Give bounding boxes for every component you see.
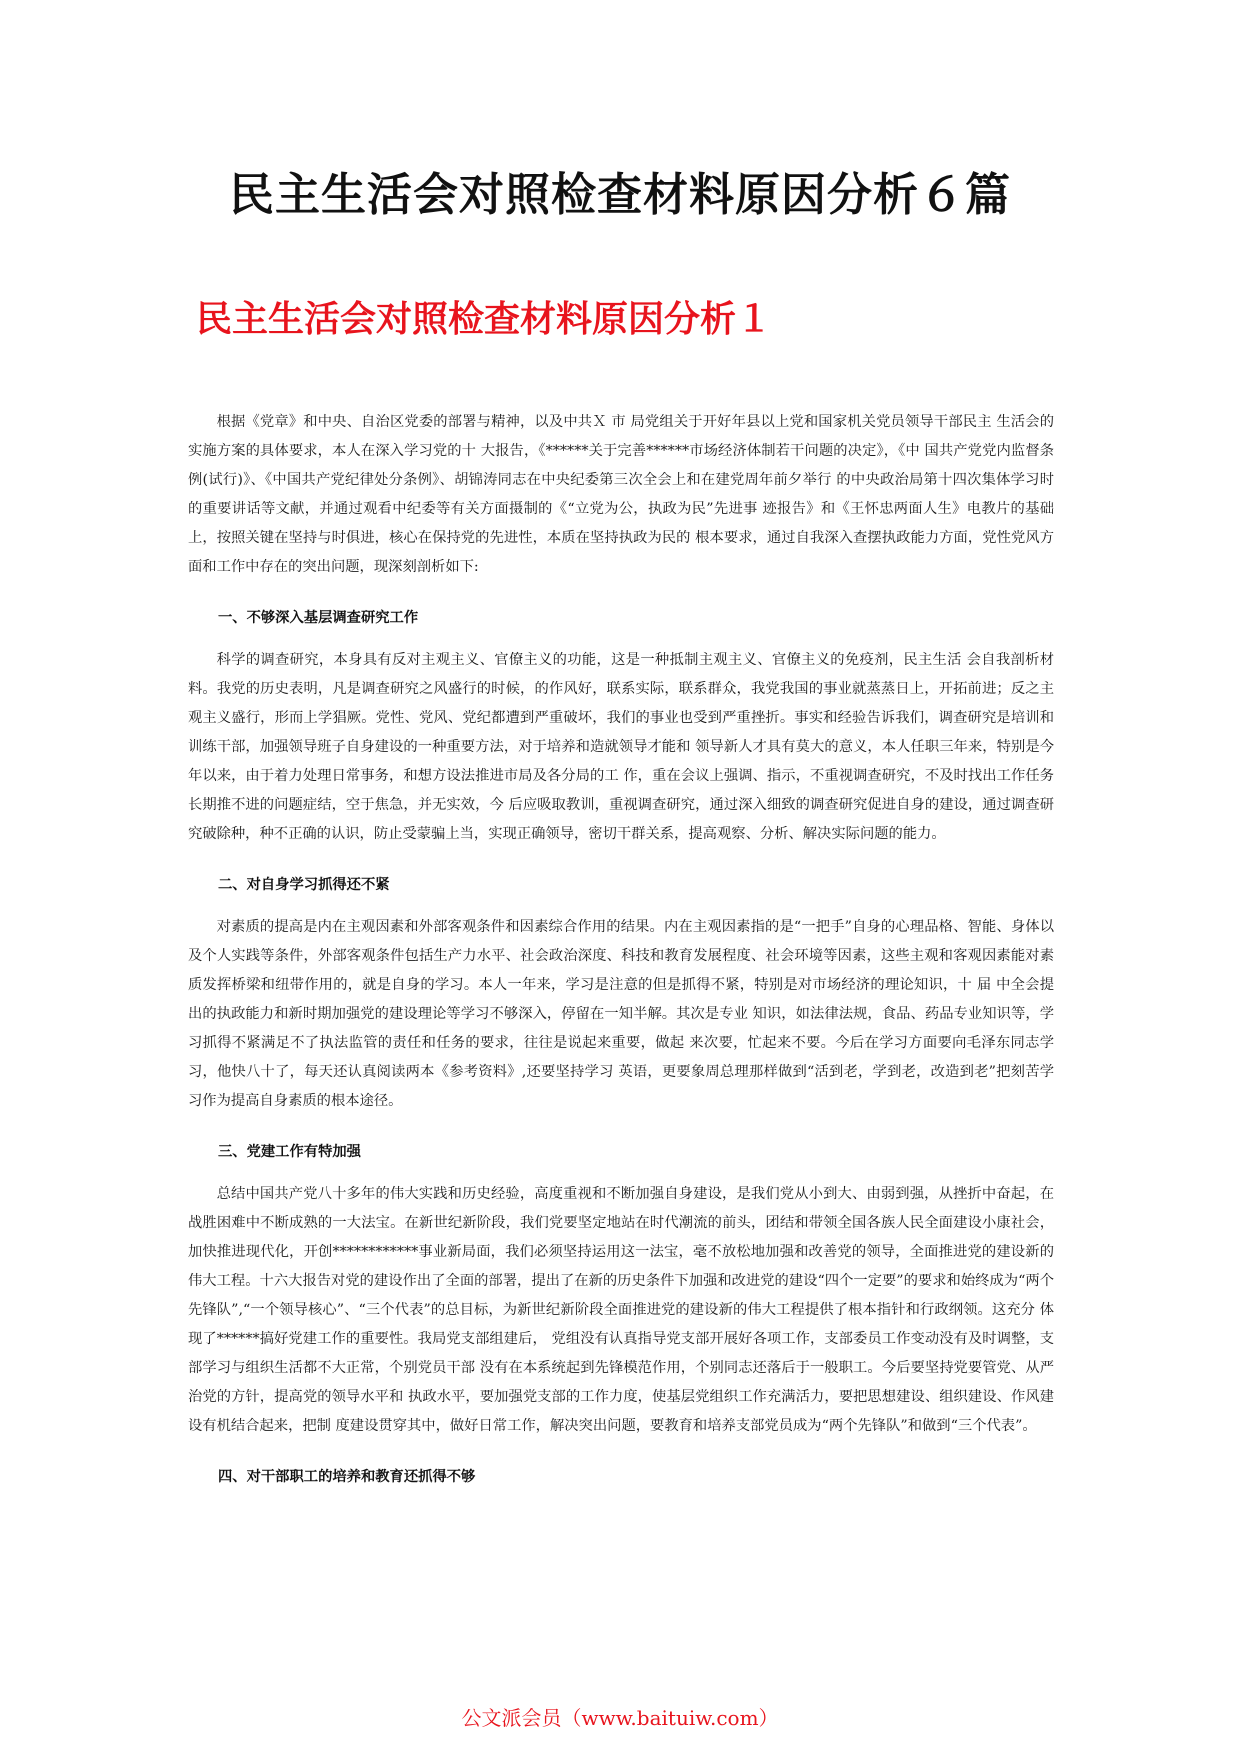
footer-watermark: 公文派会员（www.baituiw.com） — [461, 1706, 779, 1730]
intro-paragraph: 根据《党章》和中央、自治区党委的部署与精神，以及中共Ｘ 市 局党组关于开好年县以上党和国家机关党员领导干部民主 生活会的实施方案的具体要求，本人在深入学习党的十 大报告，《******关于完善******市场经济体制若干问题的决定》，《中 国共产党党内监督条例(试行)》、《中国共产党纪律处分条例》、胡锦涛同志在中央纪委第三次全会上和在建党周年前夕举行 的中央政治局第十四次集体学习时的重要讲话等文献，并通过观看中纪委等有关方面摄制的《“立党为公，执政为民”先进事 迹报告》和《王怀忠两面人生》电教片的基础上，按照关键在坚持与时俱进，核心在保持党的先进性，本质在坚持执政为民的 根本要求，通过自我深入查摆执政能力方面，党性党风方面和工作中存在的突出问题，现深刻剖析如下: — [188, 414, 1054, 575]
document-title: 民主生活会对照检查材料原因分析６篇 — [228, 168, 1011, 221]
section-title: 民主生活会对照检查材料原因分析１ — [196, 298, 773, 340]
section-body-1: 科学的调查研究，本身具有反对主观主义、官僚主义的功能，这是一种抵制主观主义、官僚主义的免疫剂，民主生活 会自我剖析材料。我党的历史表明，凡是调查研究之风盛行的时候，的作风好，联系实际，联系群众，我党我国的事业就蒸蒸日上，开拓前进；反之主观主义盛行，形而上学猖厥。党性、党风、党纪都遭到严重破坏，我们的事业也受到严重挫折。事实和经验告诉我们，调查研究是培训和训练干部，加强领导班子自身建设的一种重要方法，对于培养和造就领导才能和 领导新人才具有莫大的意义，本人任职三年来，特别是今年以来，由于着力处理日常事务，和想方设法推进市局及各分局的工 作，重在会议上强调、指示，不重视调查研究，不及时找出工作任务长期推不进的问题症结，空于焦急，并无实效，今 后应吸取教训，重视调查研究，通过深入细致的调查研究促进自身的建设，通过调查研究破除种，种不正确的认识，防止受蒙骗上当，实现正确领导，密切干群关系，提高观察、分析、解决实际问题的能力。 — [188, 652, 1054, 842]
section-heading-3: 三、党建工作有特加强 — [218, 1144, 361, 1160]
section-heading-1: 一、不够深入基层调查研究工作 — [218, 610, 419, 626]
document-body — [188, 408, 1054, 1505]
section-body-2: 对素质的提高是内在主观因素和外部客观条件和因素综合作用的结果。内在主观因素指的是“一把手”自身的心理品格、智能、身体以及个人实践等条件，外部客观条件包括生产力水平、社会政治深度、科技和教育发展程度、社会环境等因素，这些主观和客观因素能对素质发挥桥梁和纽带作用的，就是自身的学习。本人一年来，学习是注意的但是抓得不紧，特别是对市场经济的理论知识，十 届 中全会提出的执政能力和新时期加强党的建设理论等学习不够深入，停留在一知半解。其次是专业 知识，如法律法规，食品、药品专业知识等，学习抓得不紧满足不了执法监管的责任和任务的要求，往往是说起来重要，做起 来次要，忙起来不要。今后在学习方面要向毛泽东同志学习，他快八十了，每天还认真阅读两本《参考资料》,还要坚持学习 英语，更要象周总理那样做到“活到老，学到老，改造到老”把刻苦学习作为提高自身素质的根本途径。 — [188, 919, 1054, 1109]
section-heading-2: 二、对自身学习抓得还不紧 — [218, 877, 390, 893]
section-body-3: 总结中国共产党八十多年的伟大实践和历史经验，高度重视和不断加强自身建设，是我们党从小到大、由弱到强，从挫折中奋起，在战胜困难中不断成熟的一大法宝。在新世纪新阶段，我们党要坚定地站在时代潮流的前头，团结和带领全国各族人民全面建设小康社会，加快推进现代化，开创************事业新局面，我们必须坚持运用这一法宝，毫不放松地加强和改善党的领导，全面推进党的建设新的伟大工程。十六大报告对党的建设作出了全面的部署，提出了在新的历史条件下加强和改进党的建设“四个一定要”的要求和始终成为“两个先锋队”,“一个领导核心”、“三个代表”的总目标，为新世纪新阶段全面推进党的建设新的伟大工程提供了根本指针和行政纲领。这充分 体现了******搞好党建工作的重要性。我局党支部组建后， 党组没有认真指导党支部开展好各项工作，支部委员工作变动没有及时调整，支部学习与组织生活都不大正常，个别党员干部 没有在本系统起到先锋模范作用，个别同志还落后于一般职工。今后要坚持党要管党、从严治党的方针，提高党的领导水平和 执政水平，要加强党支部的工作力度，使基层党组织工作充满活力，要把思想建设、组织建设、作风建设有机结合起来，把制 度建设贯穿其中，做好日常工作，解决突出问题，要教育和培养支部党员成为“两个先锋队”和做到“三个代表”。 — [188, 1186, 1054, 1434]
section-heading-4: 四、对干部职工的培养和教育还抓得不够 — [218, 1469, 476, 1485]
